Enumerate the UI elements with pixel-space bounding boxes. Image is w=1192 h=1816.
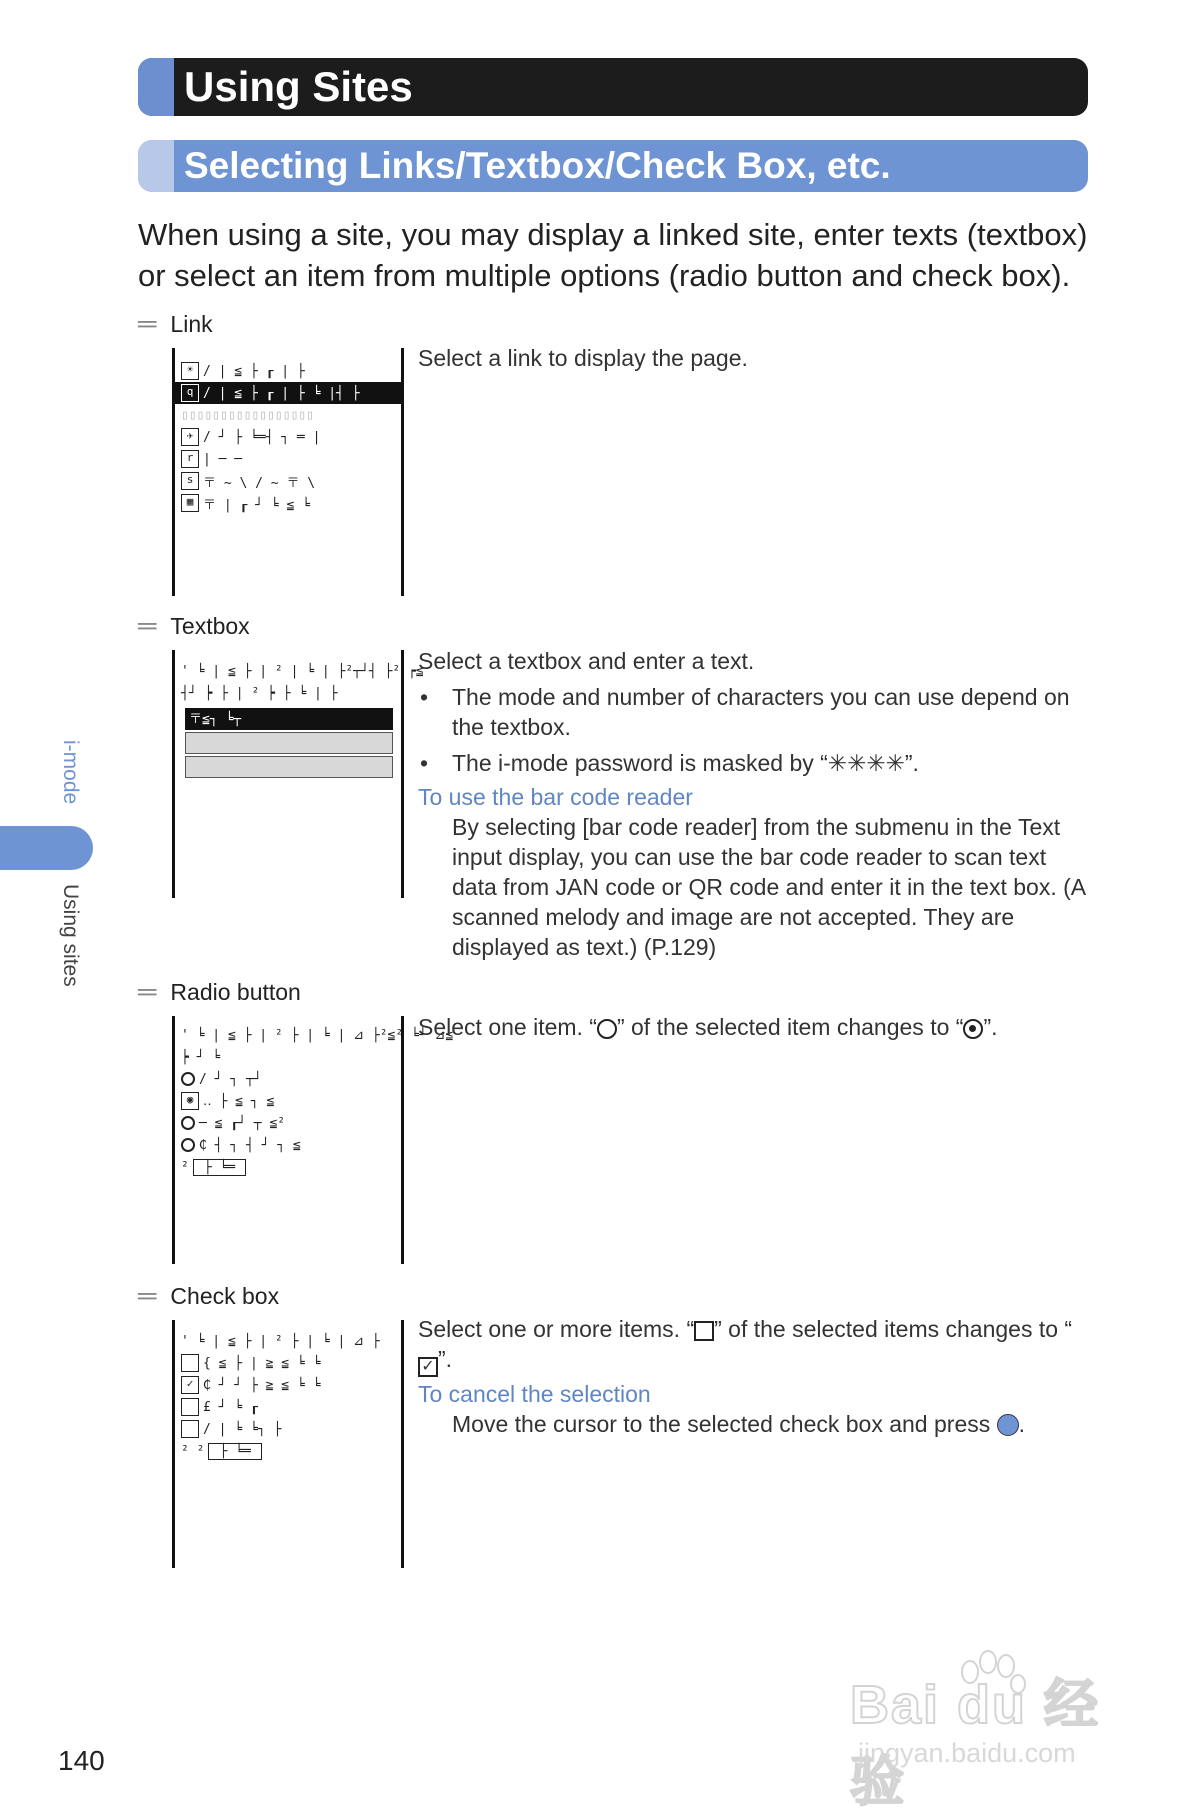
screen-line: r | ─ ─ — [175, 448, 401, 470]
intro-text: When using a site, you may display a linked site, enter texts (textbox) or select an item from multiple options (radio button and check box). — [138, 217, 1088, 293]
submit-button-mock: ├ ╘═ — [193, 1159, 246, 1176]
radio-description — [418, 1012, 1098, 1042]
screen-line: / ┘ ┐ ┬┘ — [175, 1068, 401, 1090]
radio-desc-1: Select one item. “ — [418, 1014, 597, 1040]
r-icon: r — [181, 450, 199, 468]
checkbox-desc-1: Select one or more items. “ — [418, 1316, 695, 1342]
checkbox-empty-icon — [181, 1398, 199, 1416]
checkbox-section-label — [138, 1280, 279, 1311]
checkbox-label: Check box — [170, 1283, 280, 1309]
radio-filled-icon — [963, 1019, 983, 1039]
sun-icon: ☀ — [181, 362, 199, 380]
screen-line: ✈ / ┘ ├ ╘═┤ ┐ ═ | — [175, 426, 401, 448]
radio-unselected-icon — [181, 1138, 195, 1152]
screen-line: ² ├ ╘═ — [175, 1156, 401, 1178]
checkbox-description-block — [418, 1314, 1088, 1439]
grid-icon: ▦ — [181, 494, 199, 512]
radio-empty-icon — [597, 1019, 617, 1039]
s-icon: s — [181, 472, 199, 490]
link-screen-mock — [172, 348, 404, 596]
checkbox-desc-3: ”. — [438, 1346, 453, 1372]
side-section-text: Using sites — [59, 884, 82, 987]
cancel-subtext: Move the cursor to the selected check box and press — [452, 1411, 991, 1437]
screen-line: ✓ ₵ ┘ ┘ ├ ≧ ≦ ╘ ╘ — [175, 1374, 401, 1396]
screen-line: ₵ ┤ ┐ ┤ ┘ ┐ ≦ — [175, 1134, 401, 1156]
checkbox-empty-icon — [694, 1321, 714, 1341]
radio-desc-2: ” of the selected item changes to “ — [616, 1014, 964, 1040]
screen-line: ▦ 〒 | ┎ ┘ ╘ ≦ ╘ — [175, 492, 401, 514]
screen-line: ┝ ┘ ╘ — [181, 1049, 221, 1065]
equals-icon: ═ — [138, 610, 157, 640]
center-key-icon — [997, 1414, 1019, 1436]
screen-line: / | ╘ ╘┐ ├ — [175, 1418, 401, 1440]
title-tab-accent — [138, 58, 174, 116]
checkbox-checked-icon: ✓ — [181, 1376, 199, 1394]
screen-line: ' ╘ | ≦ ├ | ² | ╘ | ├²┬┘┤ ├² ┍≦ — [181, 663, 424, 679]
textbox-label: Textbox — [170, 613, 250, 639]
link-description: Select a link to display the page. — [418, 345, 748, 371]
textbox-description-block — [418, 646, 1088, 962]
cancel-subheading: To cancel the selection — [418, 1381, 651, 1407]
screen-line: £ ┘ ╘ ┎ — [175, 1396, 401, 1418]
link-item-icon: q — [181, 384, 199, 402]
screen-line: ' ╘ | ≦ ├ | ² ├ | ╘ | ⊿ ├ — [181, 1333, 380, 1349]
textbox-field — [185, 732, 393, 754]
radio-label: Radio button — [170, 979, 301, 1005]
section-title-bar — [138, 140, 1088, 192]
side-section-label — [52, 884, 92, 1014]
equals-icon: ═ — [138, 976, 157, 1006]
textbox-field-active: 〒≦┐ ╘┬ — [185, 708, 393, 730]
page-title-bar — [138, 58, 1088, 116]
screen-line: ─ ≦ ┎┘ ┬ ≦² — [175, 1112, 401, 1134]
checkbox-description — [418, 1314, 1088, 1377]
watermark-brand: Bai du 经验 — [850, 1675, 1101, 1812]
link-section-label — [138, 308, 213, 339]
side-chapter-label — [52, 740, 92, 820]
radio-selected-icon: ◉ — [181, 1092, 199, 1110]
barcode-subheading: To use the bar code reader — [418, 784, 693, 810]
textbox-description: Select a textbox and enter a text. — [418, 648, 755, 674]
screen-line: ┤┘ ┝ ├ | ² ┝ ├ ╘ | ├ — [181, 685, 338, 701]
cancel-subtext-line — [418, 1409, 1088, 1439]
radio-unselected-icon — [181, 1072, 195, 1086]
radio-screen-mock — [172, 1016, 454, 1264]
barcode-subtext: By selecting [bar code reader] from the submenu in the Text input display, you can use the bar code reader to scan text data from JAN code or QR code and enter it in the text box. (A scanned melody and image are not accepted. They are displayed as text.) (P.129) — [452, 814, 1085, 960]
side-chapter-text: i-mode — [59, 740, 82, 805]
textbox-section-label — [138, 610, 250, 641]
section-title: Selecting Links/Textbox/Check Box, etc. — [184, 145, 891, 186]
equals-icon: ═ — [138, 308, 157, 338]
textbox-bullet-1: • The mode and number of characters you can use depend on the textbox. — [418, 682, 1088, 742]
screen-line: ' ╘ | ≦ ├ | ² ├ | ╘ | ⊿ ├²≦² ╘┘ ⊿≦ — [181, 1027, 454, 1043]
screen-line-selected: q / | ≦ ├ ┎ | ├ ╘ |┤ ├ — [175, 382, 401, 404]
cancel-subtext-end: . — [1018, 1411, 1026, 1437]
radio-unselected-icon — [181, 1116, 195, 1130]
screen-line: { ≦ ├ | ≧ ≦ ╘ ╘ — [175, 1352, 401, 1374]
section-tab-accent — [138, 140, 174, 192]
checkbox-desc-2: ” of the selected items changes to “ — [714, 1316, 1073, 1342]
checkbox-empty-icon — [181, 1354, 199, 1372]
screen-line-dotted: ▯▯▯▯▯▯▯▯▯▯▯▯▯▯▯▯▯ — [181, 407, 315, 423]
screen-line: ◉ ‥ ├ ≦ ┐ ≦ — [175, 1090, 401, 1112]
page-number: 140 — [58, 1745, 105, 1776]
equals-icon: ═ — [138, 1280, 157, 1310]
screen-line: ☀ / | ≦ ├ ┎ | ├ — [175, 360, 401, 382]
radio-desc-3: ”. — [983, 1014, 998, 1040]
submit-button-mock: ├ ╘═ — [208, 1443, 261, 1460]
textbox-screen-mock — [172, 650, 424, 898]
page-title: Using Sites — [184, 63, 413, 110]
watermark-url: jingyan.baidu.com — [858, 1738, 1076, 1768]
textbox-bullet-2: • The i-mode password is masked by “✳✳✳✳”. — [418, 748, 1088, 778]
screen-line: s 〒 ~ \ / ~ 〒 \ — [175, 470, 401, 492]
link-label: Link — [170, 311, 213, 337]
checkbox-screen-mock — [172, 1320, 404, 1568]
screen-line: ² ² ├ ╘═ — [175, 1440, 401, 1462]
checkbox-empty-icon — [181, 1420, 199, 1438]
checkbox-checked-icon: ✓ — [418, 1357, 438, 1377]
plane-icon: ✈ — [181, 428, 199, 446]
watermark — [850, 1650, 1140, 1812]
radio-section-label — [138, 976, 301, 1007]
side-chapter-tab — [0, 826, 93, 870]
textbox-field — [185, 756, 393, 778]
